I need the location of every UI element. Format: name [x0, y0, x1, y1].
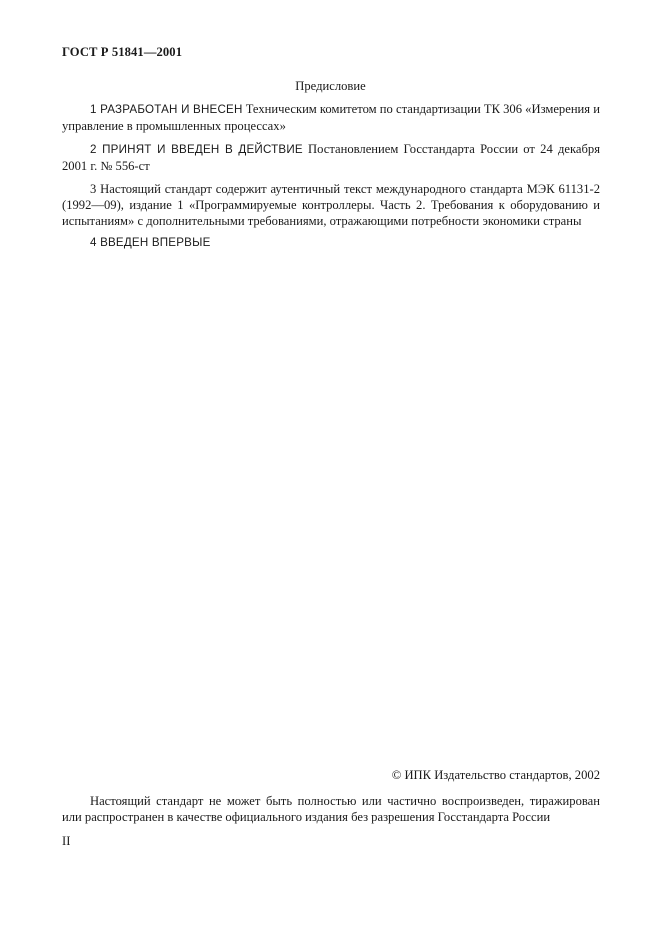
foreword-item-2-text: Постановлением Госстандарта России от 24 декабря 2001 г. № 556-ст — [62, 142, 601, 173]
page-number: II — [62, 834, 71, 848]
copyright-line: © ИПК Издательство стандартов, 2002 — [391, 768, 600, 782]
document-code: ГОСТ Р 51841—2001 — [62, 45, 183, 59]
foreword-item-2 — [62, 141, 600, 174]
foreword-item-1-lead: 1 РАЗРАБОТАН И ВНЕСЕН — [90, 103, 243, 116]
foreword-item-1-text: Техническим комитетом по стандартизации ТК 306 «Измерения и управление в промышленных процессах» — [62, 102, 600, 133]
reproduction-notice: Настоящий стандарт не может быть полностью или частично воспроизведен, тиражирован или распространен в качестве официального издания без разрешения Госстандарта России — [62, 794, 600, 824]
foreword-item-4 — [62, 234, 600, 251]
foreword-title: Предисловие — [295, 79, 366, 93]
foreword-item-3 — [62, 181, 600, 229]
foreword-item-1 — [62, 101, 600, 134]
foreword-item-2-lead: 2 ПРИНЯТ И ВВЕДЕН В ДЕЙСТВИЕ — [90, 143, 303, 156]
foreword-item-4-lead: 4 ВВЕДЕН ВПЕРВЫЕ — [90, 236, 211, 249]
foreword-item-3-text: 3 Настоящий стандарт содержит аутентичный текст международного стандарта МЭК 61131-2 (1992—09), издание 1 «Программируемые контроллеры. Часть 2. Требования к оборудованию и испытаниям» с дополнительными требованиями, отражающими потребности экономики страны — [62, 182, 600, 228]
